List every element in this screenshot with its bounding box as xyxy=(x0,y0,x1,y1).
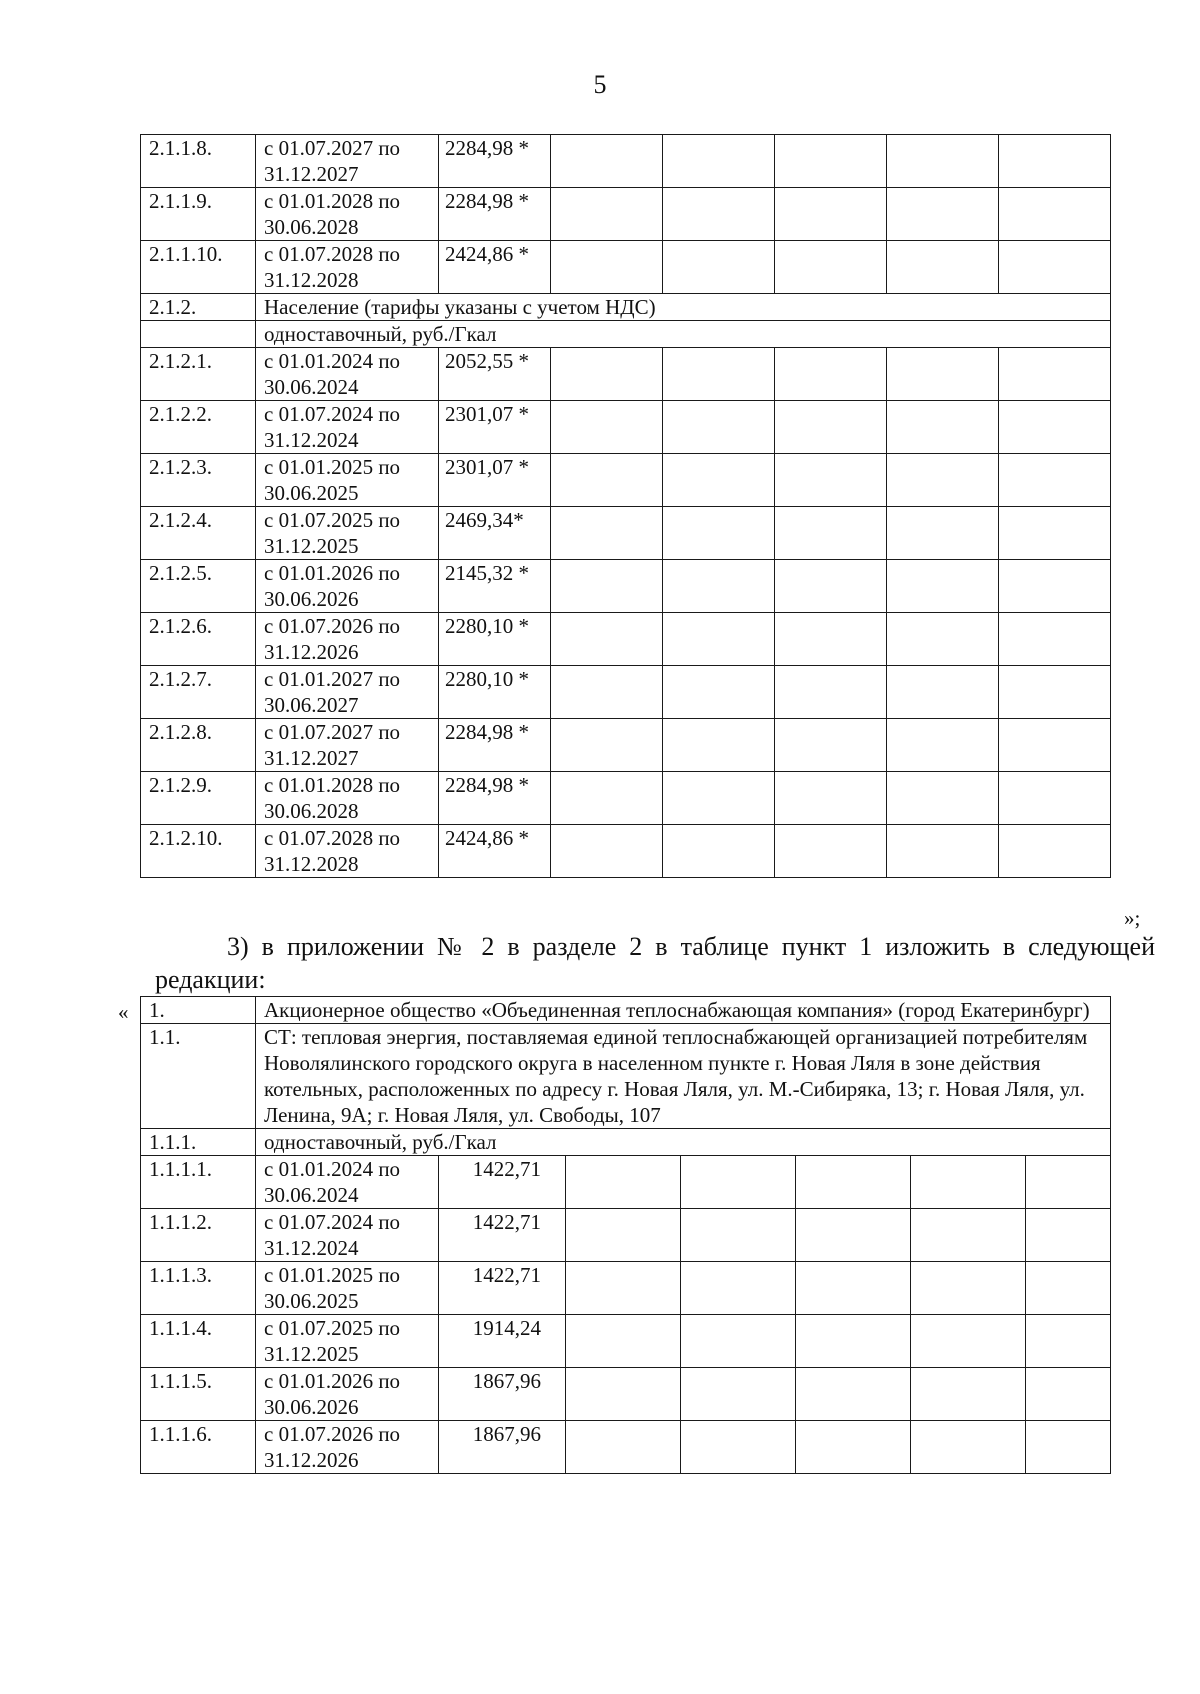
row-number-cell: 1.1. xyxy=(141,1024,256,1129)
row-number-cell: 2.1.2.1. xyxy=(141,348,256,401)
tariff-value-cell: 2301,07 * xyxy=(439,454,551,507)
empty-cell xyxy=(551,560,663,613)
empty-cell xyxy=(566,1421,681,1474)
row-description-cell: Население (тарифы указаны с учетом НДС) xyxy=(256,294,1111,321)
empty-cell xyxy=(663,560,775,613)
period-cell: с 01.01.2024 по 30.06.2024 xyxy=(256,1156,439,1209)
empty-cell xyxy=(775,401,887,454)
empty-cell xyxy=(796,1315,911,1368)
row-number-cell: 2.1.2. xyxy=(141,294,256,321)
row-number-cell: 2.1.1.10. xyxy=(141,241,256,294)
empty-cell xyxy=(887,401,999,454)
empty-cell xyxy=(999,507,1111,560)
row-number-cell: 2.1.2.3. xyxy=(141,454,256,507)
empty-cell xyxy=(911,1156,1026,1209)
table-row xyxy=(141,613,1111,666)
table-row xyxy=(141,188,1111,241)
empty-cell xyxy=(999,825,1111,878)
period-cell: с 01.01.2026 по 30.06.2026 xyxy=(256,560,439,613)
row-number-cell: 2.1.2.4. xyxy=(141,507,256,560)
empty-cell xyxy=(999,613,1111,666)
empty-cell xyxy=(663,772,775,825)
tariff-value-cell: 1422,71 xyxy=(439,1262,566,1315)
empty-cell xyxy=(551,507,663,560)
empty-cell xyxy=(775,560,887,613)
period-cell: с 01.07.2024 по 31.12.2024 xyxy=(256,1209,439,1262)
amendment-paragraph: 3) в приложении № 2 в разделе 2 в таблице пункт 1 изложить в следующей редакции: xyxy=(155,932,1155,994)
empty-cell xyxy=(999,719,1111,772)
row-description-cell: Акционерное общество «Объединенная теплоснабжающая компания» (город Екатеринбург) xyxy=(256,997,1111,1024)
empty-cell xyxy=(663,241,775,294)
tariff-value-cell: 1422,71 xyxy=(439,1156,566,1209)
table-row xyxy=(141,1421,1111,1474)
empty-cell xyxy=(663,348,775,401)
empty-cell xyxy=(887,135,999,188)
empty-cell xyxy=(911,1209,1026,1262)
empty-cell xyxy=(566,1368,681,1421)
table-row xyxy=(141,401,1111,454)
period-cell: с 01.07.2024 по 31.12.2024 xyxy=(256,401,439,454)
empty-cell xyxy=(999,772,1111,825)
empty-cell xyxy=(999,348,1111,401)
empty-cell xyxy=(999,454,1111,507)
empty-cell xyxy=(887,560,999,613)
table-row xyxy=(141,772,1111,825)
empty-cell xyxy=(775,348,887,401)
tariff-table-novaya-lyalya xyxy=(140,996,1111,1474)
empty-cell xyxy=(1026,1315,1111,1368)
empty-cell xyxy=(663,825,775,878)
empty-cell xyxy=(663,613,775,666)
empty-cell xyxy=(551,772,663,825)
empty-cell xyxy=(551,135,663,188)
empty-cell xyxy=(999,666,1111,719)
empty-cell xyxy=(796,1209,911,1262)
empty-cell xyxy=(775,454,887,507)
empty-cell xyxy=(681,1315,796,1368)
empty-cell xyxy=(551,719,663,772)
tariff-value-cell: 2424,86 * xyxy=(439,241,551,294)
row-description-cell: СТ: тепловая энергия, поставляемая единой теплоснабжающей организацией потребителям Новолялинского городского округа в населенном пункте г. Новая Ляля в зоне действия котельных, расположенных по адресу г. Новая Ляля, ул. М.-Сибиряка, 13; г. Новая Ляля, ул. Ленина, 9А; г. Новая Ляля, ул. Свободы, 107 xyxy=(256,1024,1111,1129)
empty-cell xyxy=(681,1156,796,1209)
row-number-cell: 2.1.2.8. xyxy=(141,719,256,772)
tariff-value-cell: 2284,98 * xyxy=(439,135,551,188)
table-row xyxy=(141,294,1111,321)
empty-cell xyxy=(663,401,775,454)
empty-cell xyxy=(887,825,999,878)
table-row xyxy=(141,1156,1111,1209)
empty-cell xyxy=(551,348,663,401)
table-row xyxy=(141,241,1111,294)
empty-cell xyxy=(566,1209,681,1262)
empty-cell xyxy=(796,1262,911,1315)
empty-cell xyxy=(1026,1421,1111,1474)
period-cell: с 01.01.2024 по 30.06.2024 xyxy=(256,348,439,401)
empty-cell xyxy=(1026,1262,1111,1315)
table-row xyxy=(141,454,1111,507)
table-row xyxy=(141,560,1111,613)
table-row xyxy=(141,348,1111,401)
tariff-value-cell: 2280,10 * xyxy=(439,613,551,666)
tariff-value-cell: 2280,10 * xyxy=(439,666,551,719)
table-row xyxy=(141,997,1111,1024)
row-number-cell: 2.1.2.2. xyxy=(141,401,256,454)
period-cell: с 01.07.2026 по 31.12.2026 xyxy=(256,613,439,666)
row-number-cell: 2.1.1.9. xyxy=(141,188,256,241)
page-number: 5 xyxy=(593,70,607,99)
opening-quote: « xyxy=(118,1000,129,1024)
period-cell: с 01.07.2026 по 31.12.2026 xyxy=(256,1421,439,1474)
row-number-cell: 1.1.1.2. xyxy=(141,1209,256,1262)
empty-cell xyxy=(887,241,999,294)
empty-cell xyxy=(999,560,1111,613)
period-cell: с 01.07.2025 по 31.12.2025 xyxy=(256,507,439,560)
empty-cell xyxy=(911,1368,1026,1421)
empty-cell xyxy=(551,825,663,878)
tariff-value-cell: 1867,96 xyxy=(439,1368,566,1421)
tariff-value-cell: 2424,86 * xyxy=(439,825,551,878)
table-row xyxy=(141,1129,1111,1156)
empty-cell xyxy=(663,135,775,188)
empty-cell xyxy=(775,135,887,188)
empty-cell xyxy=(999,401,1111,454)
row-number-cell: 1.1.1.4. xyxy=(141,1315,256,1368)
empty-cell xyxy=(551,613,663,666)
tariff-value-cell: 1867,96 xyxy=(439,1421,566,1474)
empty-cell xyxy=(663,719,775,772)
empty-cell xyxy=(551,454,663,507)
table-row xyxy=(141,719,1111,772)
empty-cell xyxy=(681,1421,796,1474)
row-number-cell xyxy=(141,321,256,348)
row-number-cell: 2.1.2.6. xyxy=(141,613,256,666)
row-number-cell: 1.1.1. xyxy=(141,1129,256,1156)
table-row xyxy=(141,135,1111,188)
empty-cell xyxy=(663,666,775,719)
row-number-cell: 2.1.1.8. xyxy=(141,135,256,188)
empty-cell xyxy=(775,666,887,719)
tariff-value-cell: 2301,07 * xyxy=(439,401,551,454)
row-number-cell: 2.1.2.10. xyxy=(141,825,256,878)
table-row xyxy=(141,1262,1111,1315)
row-number-cell: 1.1.1.1. xyxy=(141,1156,256,1209)
empty-cell xyxy=(551,666,663,719)
row-number-cell: 2.1.2.9. xyxy=(141,772,256,825)
table-row xyxy=(141,1315,1111,1368)
empty-cell xyxy=(887,507,999,560)
empty-cell xyxy=(566,1315,681,1368)
table-row xyxy=(141,321,1111,348)
empty-cell xyxy=(663,507,775,560)
empty-cell xyxy=(566,1156,681,1209)
period-cell: с 01.01.2026 по 30.06.2026 xyxy=(256,1368,439,1421)
row-number-cell: 1. xyxy=(141,997,256,1024)
empty-cell xyxy=(663,188,775,241)
tariff-value-cell: 2284,98 * xyxy=(439,772,551,825)
period-cell: с 01.01.2025 по 30.06.2025 xyxy=(256,454,439,507)
table-row xyxy=(141,1368,1111,1421)
empty-cell xyxy=(887,666,999,719)
empty-cell xyxy=(663,454,775,507)
empty-cell xyxy=(775,613,887,666)
empty-cell xyxy=(887,613,999,666)
empty-cell xyxy=(775,719,887,772)
empty-cell xyxy=(681,1209,796,1262)
tariff-value-cell: 2284,98 * xyxy=(439,188,551,241)
row-number-cell: 2.1.2.7. xyxy=(141,666,256,719)
period-cell: с 01.01.2025 по 30.06.2025 xyxy=(256,1262,439,1315)
empty-cell xyxy=(775,241,887,294)
empty-cell xyxy=(796,1156,911,1209)
row-description-cell: одноставочный, руб./Гкал xyxy=(256,1129,1111,1156)
tariff-value-cell: 2469,34* xyxy=(439,507,551,560)
empty-cell xyxy=(551,241,663,294)
empty-cell xyxy=(999,135,1111,188)
period-cell: с 01.01.2027 по 30.06.2027 xyxy=(256,666,439,719)
tariff-value-cell: 1422,71 xyxy=(439,1209,566,1262)
tariff-table-population xyxy=(140,134,1111,878)
period-cell: с 01.07.2027 по 31.12.2027 xyxy=(256,135,439,188)
closing-quote: »; xyxy=(1124,906,1141,930)
empty-cell xyxy=(681,1368,796,1421)
empty-cell xyxy=(887,188,999,241)
empty-cell xyxy=(887,772,999,825)
tariff-value-cell: 2284,98 * xyxy=(439,719,551,772)
period-cell: с 01.07.2028 по 31.12.2028 xyxy=(256,825,439,878)
empty-cell xyxy=(887,348,999,401)
tariff-value-cell: 2145,32 * xyxy=(439,560,551,613)
empty-cell xyxy=(775,772,887,825)
row-description-cell: одноставочный, руб./Гкал xyxy=(256,321,1111,348)
empty-cell xyxy=(887,719,999,772)
row-number-cell: 1.1.1.5. xyxy=(141,1368,256,1421)
empty-cell xyxy=(1026,1368,1111,1421)
empty-cell xyxy=(1026,1209,1111,1262)
period-cell: с 01.07.2027 по 31.12.2027 xyxy=(256,719,439,772)
empty-cell xyxy=(551,401,663,454)
empty-cell xyxy=(775,188,887,241)
table-row xyxy=(141,666,1111,719)
empty-cell xyxy=(566,1262,681,1315)
tariff-value-cell: 2052,55 * xyxy=(439,348,551,401)
table-row xyxy=(141,825,1111,878)
empty-cell xyxy=(999,241,1111,294)
row-number-cell: 2.1.2.5. xyxy=(141,560,256,613)
empty-cell xyxy=(796,1421,911,1474)
row-number-cell: 1.1.1.6. xyxy=(141,1421,256,1474)
empty-cell xyxy=(911,1315,1026,1368)
empty-cell xyxy=(775,825,887,878)
table-row xyxy=(141,507,1111,560)
empty-cell xyxy=(796,1368,911,1421)
empty-cell xyxy=(911,1262,1026,1315)
period-cell: с 01.01.2028 по 30.06.2028 xyxy=(256,188,439,241)
tariff-value-cell: 1914,24 xyxy=(439,1315,566,1368)
period-cell: с 01.07.2028 по 31.12.2028 xyxy=(256,241,439,294)
empty-cell xyxy=(1026,1156,1111,1209)
empty-cell xyxy=(887,454,999,507)
empty-cell xyxy=(681,1262,796,1315)
table-row xyxy=(141,1024,1111,1129)
period-cell: с 01.07.2025 по 31.12.2025 xyxy=(256,1315,439,1368)
empty-cell xyxy=(999,188,1111,241)
table-row xyxy=(141,1209,1111,1262)
empty-cell xyxy=(551,188,663,241)
period-cell: с 01.01.2028 по 30.06.2028 xyxy=(256,772,439,825)
empty-cell xyxy=(775,507,887,560)
row-number-cell: 1.1.1.3. xyxy=(141,1262,256,1315)
empty-cell xyxy=(911,1421,1026,1474)
